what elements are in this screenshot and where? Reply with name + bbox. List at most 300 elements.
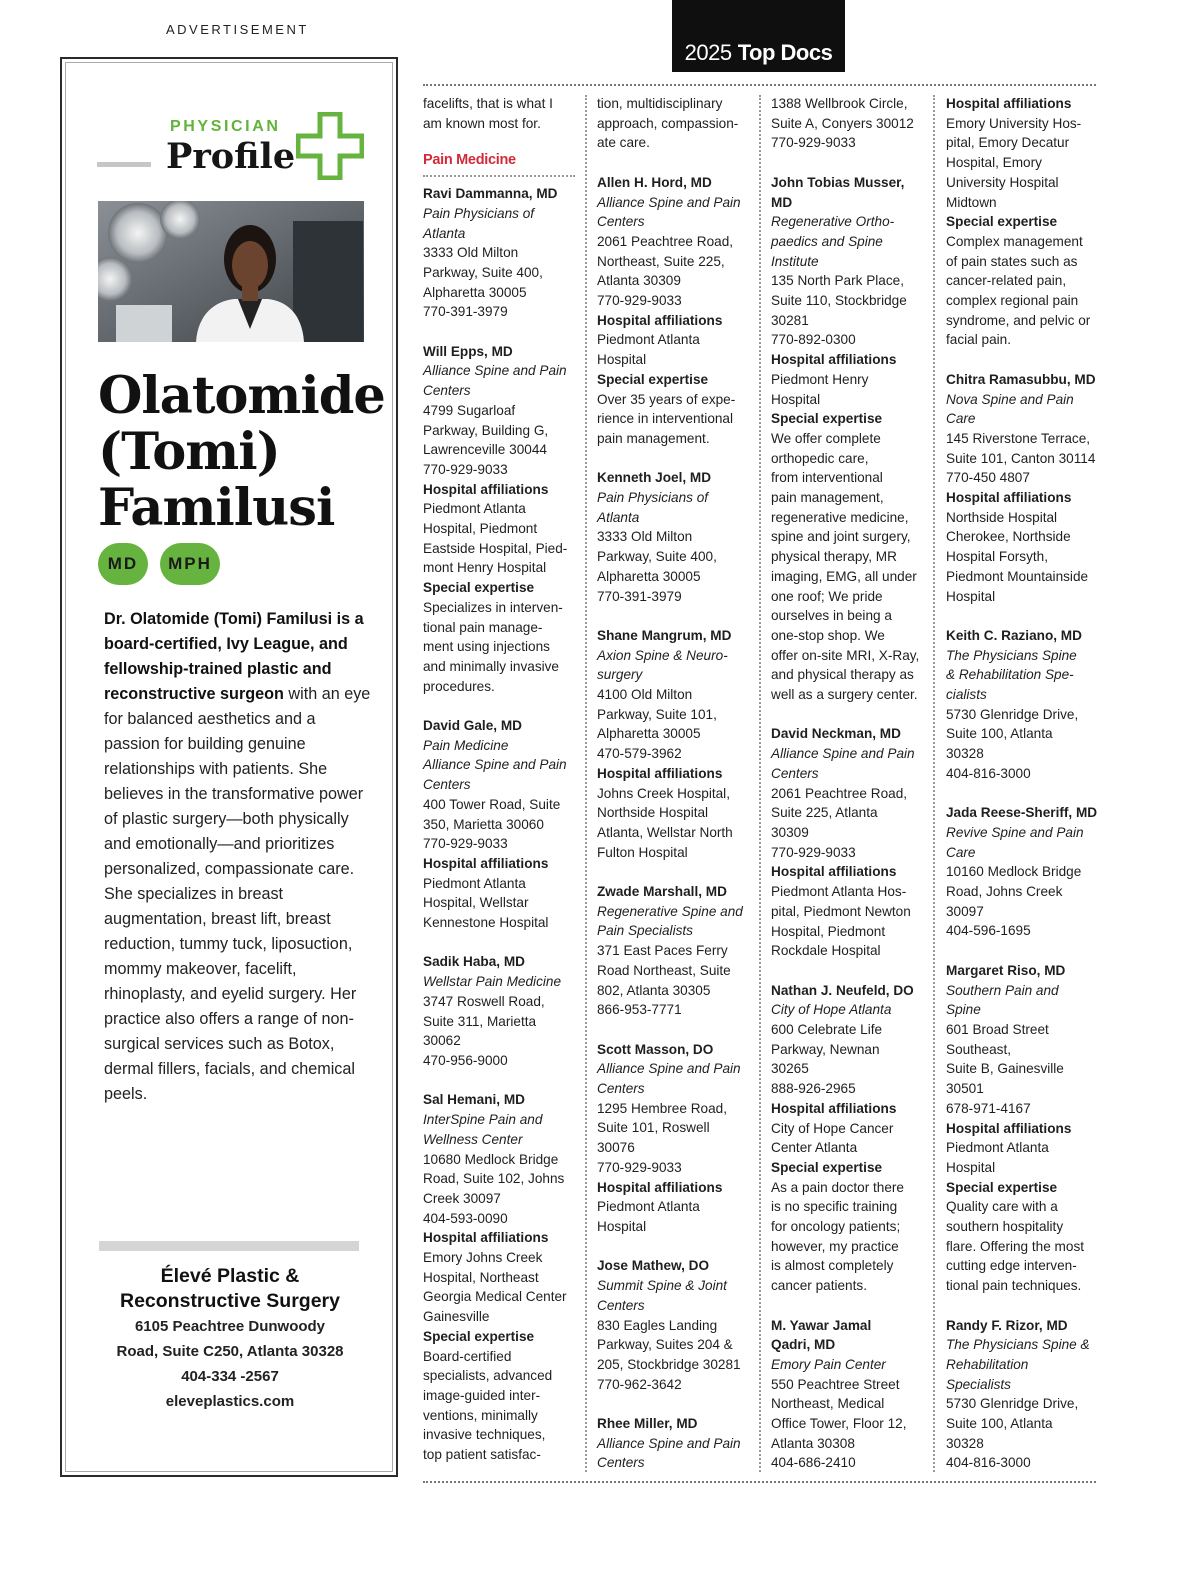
practice-phone: 404-334 -2567: [181, 1368, 279, 1385]
entry-text: 10680 Medlock Bridge: [423, 1151, 559, 1167]
practice-name: cialists: [946, 687, 987, 703]
entry-text: ment using injections: [423, 639, 550, 655]
practice-name-line: Reconstructive Surgery: [120, 1290, 340, 1312]
entry-text: 404-593-0090: [423, 1210, 508, 1226]
directory-column-3: [771, 94, 931, 1473]
practice-name: Regenerative Spine and: [597, 903, 743, 919]
field-label: Special expertise: [946, 1179, 1058, 1195]
entry-text: pital, Piedmont Newton: [771, 903, 911, 919]
entry-text: Suite 101, Roswell: [597, 1120, 710, 1136]
entry-text: Board-certified: [423, 1348, 512, 1364]
doctor-name: Randy F. Rizor, MD: [946, 1317, 1068, 1333]
entry-text: Hospital: [771, 391, 821, 407]
entry-spacer: [597, 862, 757, 882]
entry-text: We offer complete: [771, 430, 881, 446]
entry-text: specialists, advanced: [423, 1368, 553, 1384]
doctor-name: MD: [771, 194, 793, 210]
entry-text: 30328: [946, 1435, 984, 1451]
entry-text: tional pain techniques.: [946, 1278, 1082, 1294]
doctor-name: David Neckman, MD: [771, 726, 901, 742]
practice-name: Nova Spine and Pain: [946, 391, 1074, 407]
entry-text: Suite 110, Stockbridge: [771, 293, 907, 309]
entry-text: Hospital, Wellstar: [423, 895, 529, 911]
entry-spacer: [423, 322, 575, 342]
entry-text: Hospital: [597, 352, 647, 368]
entry-spacer: [771, 153, 931, 173]
entry-text: Emory University Hos-: [946, 115, 1082, 131]
field-label: Hospital affiliations: [423, 1230, 549, 1246]
practice-name: Centers: [597, 214, 645, 230]
entry-text: 678-971-4167: [946, 1100, 1031, 1116]
entry-text: image-guided inter-: [423, 1387, 541, 1403]
entry-text: Parkway, Newnan: [771, 1041, 880, 1057]
practice-name: Pain Medicine: [423, 737, 509, 753]
column-divider: [585, 95, 587, 1472]
field-label: Hospital affiliations: [423, 481, 549, 497]
doctor-name: Margaret Riso, MD: [946, 962, 1066, 978]
doctor-name: David Gale, MD: [423, 718, 522, 734]
directory-bottom-rule: [423, 1481, 1096, 1483]
entry-text: 802, Atlanta 30305: [597, 982, 711, 998]
field-label: Special expertise: [423, 580, 535, 596]
doctor-name: Allen H. Hord, MD: [597, 174, 712, 190]
entry-text: Suite 100, Atlanta: [946, 726, 1053, 742]
entry-text: is almost completely: [771, 1258, 894, 1274]
entry-text: Parkway, Suite 400,: [423, 264, 543, 280]
practice-name: Pain Specialists: [597, 923, 693, 939]
bio-services: She specializes in breast augmentation, breast lift, breast reduction, tummy tuck, liposuction, mommy makeover, facelift, rhinoplasty, and eyelid surgery. Her practice also offers a range of non-surgical services such as Botox, dermal fillers, facials, and chemical peels.: [104, 885, 357, 1103]
practice-name: Alliance Spine and Pain: [423, 757, 567, 773]
entry-text: City of Hope Cancer: [771, 1120, 894, 1136]
entry-spacer: [946, 1296, 1106, 1316]
directory-top-rule: [423, 84, 1096, 86]
entry-text: Road, Johns Creek: [946, 884, 1063, 900]
entry-text: Suite 311, Marietta: [423, 1013, 537, 1029]
entry-text: Piedmont Atlanta: [423, 875, 526, 891]
entry-text: 30501: [946, 1081, 984, 1097]
doctor-name: Will Epps, MD: [423, 343, 513, 359]
entry-text: Office Tower, Floor 12,: [771, 1416, 907, 1432]
entry-text: Rockdale Hospital: [771, 943, 881, 959]
entry-text: 600 Celebrate Life: [771, 1022, 883, 1037]
entry-text: Emory Johns Creek: [423, 1250, 543, 1266]
practice-name: Wellness Center: [423, 1131, 523, 1147]
practice-name: Spine: [946, 1002, 981, 1018]
entry-text: Over 35 years of expe-: [597, 391, 736, 407]
entry-text: 30062: [423, 1033, 461, 1049]
entry-text: ventions, minimally: [423, 1407, 538, 1423]
entry-text: 770-892-0300: [771, 332, 856, 348]
entry-text: Suite 225, Atlanta: [771, 805, 878, 821]
entry-spacer: [946, 784, 1106, 804]
entry-text: Northside Hospital: [597, 805, 709, 821]
doctor-name: Chitra Ramasubbu, MD: [946, 371, 1096, 387]
entry-text: pain management.: [597, 430, 710, 446]
entry-text: 770-929-9033: [771, 844, 856, 860]
entry-text: Piedmont Atlanta Hos-: [771, 884, 907, 900]
practice-name-line: Élevé Plastic &: [160, 1265, 300, 1287]
entry-spacer: [946, 350, 1106, 370]
doctor-name: Kenneth Joel, MD: [597, 470, 712, 486]
entry-text: pital, Emory Decatur: [946, 135, 1070, 151]
entry-text: 30265: [771, 1061, 809, 1077]
practice-address-line: Road, Suite C250, Atlanta 30328: [116, 1343, 344, 1360]
entry-text: Georgia Medical Center: [423, 1289, 567, 1305]
practice-name: Institute: [771, 253, 819, 269]
practice-address-line: 6105 Peachtree Dunwoody: [134, 1318, 326, 1335]
entry-text: is no specific training: [771, 1199, 898, 1215]
doctor-name: Zwade Marshall, MD: [597, 884, 727, 900]
entry-text: invasive techniques,: [423, 1427, 546, 1443]
entry-text: Parkway, Suites 204 &: [597, 1337, 733, 1353]
entry-text: Hospital Forsyth,: [946, 549, 1048, 565]
entry-text: Hospital, Piedmont: [771, 923, 886, 939]
practice-name: Emory Pain Center: [771, 1356, 886, 1372]
field-label: Hospital affiliations: [946, 96, 1072, 111]
entry-text: spine and joint surgery,: [771, 529, 911, 545]
entry-text: Northeast, Medical: [771, 1396, 885, 1412]
practice-name: Specialists: [946, 1376, 1011, 1392]
entry-spacer: [771, 705, 931, 725]
entry-text: of pain states such as: [946, 253, 1078, 269]
profile-kicker: PHYSICIAN: [170, 118, 281, 135]
physician-bio: [104, 607, 374, 1107]
entry-text: 5730 Glenridge Drive,: [946, 1396, 1079, 1412]
entry-text: 830 Eagles Landing: [597, 1317, 718, 1333]
entry-spacer: [423, 1071, 575, 1091]
entry-text: Lawrenceville 30044: [423, 442, 547, 458]
entry-spacer: [423, 696, 575, 716]
physician-name-line: Familusi: [98, 478, 335, 538]
entry-text: Piedmont Atlanta: [946, 1140, 1049, 1156]
entry-text: Complex management: [946, 233, 1083, 249]
practice-name: Centers: [423, 383, 471, 399]
field-label: Hospital affiliations: [597, 765, 723, 781]
entry-text: Suite A, Conyers 30012: [771, 115, 914, 131]
doctor-name: Qadri, MD: [771, 1337, 836, 1353]
entry-text: 371 East Paces Ferry: [597, 943, 728, 959]
entry-text: 404-816-3000: [946, 1455, 1031, 1471]
entry-text: tion, multidisciplinary: [597, 96, 723, 111]
entry-text: 205, Stockbridge 30281: [597, 1356, 741, 1372]
practice-name: Care: [946, 411, 976, 427]
entry-text: Hospital, Piedmont: [423, 521, 538, 537]
field-label: Hospital affiliations: [771, 352, 897, 368]
entry-text: 3747 Roswell Road,: [423, 993, 545, 1009]
entry-text: Creek 30097: [423, 1190, 501, 1206]
practice-name: Pain Physicians of: [423, 205, 535, 221]
entry-text: 601 Broad Street: [946, 1021, 1049, 1037]
credential-badge-md: MD: [98, 543, 148, 585]
doctor-name: Sal Hemani, MD: [423, 1092, 525, 1108]
entry-text: University Hospital: [946, 174, 1059, 190]
practice-name: paedics and Spine: [771, 233, 883, 249]
doctor-name: Shane Mangrum, MD: [597, 627, 732, 643]
entry-text: Parkway, Suite 101,: [597, 706, 717, 722]
entry-text: 770-391-3979: [597, 588, 682, 604]
entry-text: 1295 Hembree Road,: [597, 1100, 727, 1116]
entry-text: Kennestone Hospital: [423, 915, 549, 931]
entry-text: 350, Marietta 30060: [423, 816, 544, 832]
practice-name: Centers: [597, 1081, 645, 1097]
entry-text: 30076: [597, 1140, 635, 1156]
entry-text: 3333 Old Milton: [423, 245, 519, 261]
practice-name: Revive Spine and Pain: [946, 824, 1084, 840]
doctor-name: Sadik Haba, MD: [423, 954, 525, 970]
entry-text: 404-686-2410: [771, 1455, 856, 1471]
doctor-name: Jada Reese-Sheriff, MD: [946, 805, 1098, 821]
entry-text: Piedmont Mountainside: [946, 568, 1089, 584]
entry-text: top patient satisfac-: [423, 1447, 541, 1463]
entry-text: 770-450 4807: [946, 470, 1030, 486]
entry-text: 770-929-9033: [423, 836, 508, 852]
entry-text: 550 Peachtree Street: [771, 1376, 900, 1392]
field-label: Hospital affiliations: [423, 855, 549, 871]
entry-text: 1388 Wellbrook Circle,: [771, 96, 908, 111]
badge-year: 2025: [684, 40, 732, 65]
entry-text: 4100 Old Milton: [597, 687, 693, 703]
entry-text: 470-579-3962: [597, 746, 682, 762]
field-label: Hospital affiliations: [771, 864, 897, 880]
entry-text: 404-596-1695: [946, 923, 1031, 939]
entry-text: 30281: [771, 312, 809, 328]
practice-name: Care: [946, 844, 976, 860]
field-label: Hospital affiliations: [946, 490, 1072, 506]
field-label: Hospital affiliations: [597, 1179, 723, 1195]
entry-text: Northside Hospital: [946, 509, 1058, 525]
practice-name: The Physicians Spine: [946, 647, 1077, 663]
entry-text: syndrome, and pelvic or: [946, 312, 1091, 328]
entry-spacer: [423, 933, 575, 953]
directory-column-4: [946, 94, 1106, 1473]
entry-text: one-stop shop. We: [771, 627, 885, 643]
entry-text: 4799 Sugarloaf: [423, 402, 516, 418]
physician-photo: [98, 201, 364, 342]
practice-name: & Rehabilitation Spe-: [946, 667, 1074, 683]
entry-text: facelifts, that is what I: [423, 96, 553, 111]
entry-text: Center Atlanta: [771, 1140, 858, 1156]
entry-text: imaging, EMG, all under: [771, 568, 917, 584]
entry-text: Road Northeast, Suite: [597, 962, 731, 978]
entry-text: Cherokee, Northside: [946, 529, 1071, 545]
practice-name: Alliance Spine and Pain: [423, 363, 567, 379]
entry-text: Piedmont Henry: [771, 371, 869, 387]
field-label: Hospital affiliations: [597, 312, 723, 328]
practice-name: Centers: [597, 1455, 645, 1471]
entry-text: approach, compassion-: [597, 115, 739, 131]
practice-name: Southern Pain and: [946, 982, 1059, 998]
entry-spacer: [597, 153, 757, 173]
doctor-name: Rhee Miller, MD: [597, 1416, 698, 1431]
entry-text: complex regional pain: [946, 293, 1079, 309]
practice-name: Alliance Spine and Pain: [597, 1435, 741, 1451]
entry-text: facial pain.: [946, 332, 1011, 348]
practice-website[interactable]: eleveplastics.com: [165, 1393, 295, 1410]
entry-text: 2061 Peachtree Road,: [597, 233, 734, 249]
entry-text: am known most for.: [423, 115, 541, 131]
entry-text: As a pain doctor there: [771, 1179, 904, 1195]
entry-spacer: [597, 1394, 757, 1414]
doctor-name: Keith C. Raziano, MD: [946, 627, 1082, 643]
entry-text: Suite B, Gainesville: [946, 1061, 1064, 1077]
entry-text: 470-956-9000: [423, 1053, 508, 1068]
entry-text: Piedmont Atlanta: [597, 332, 700, 348]
physician-name-line: Olatomide: [98, 366, 385, 426]
entry-text: 145 Riverstone Terrace,: [946, 430, 1091, 446]
physician-name: [98, 368, 388, 536]
practice-name: Axion Spine & Neuro-: [597, 647, 728, 663]
entry-text: and physical therapy as: [771, 667, 914, 683]
entry-text: Fulton Hospital: [597, 844, 688, 860]
credential-badges: [98, 543, 220, 585]
entry-text: mont Henry Hospital: [423, 560, 547, 576]
practice-name: Summit Spine & Joint: [597, 1278, 727, 1294]
entry-text: 770-962-3642: [597, 1376, 682, 1392]
field-label: Special expertise: [771, 1159, 883, 1175]
entry-text: Hospital: [597, 1219, 647, 1234]
entry-text: Suite 100, Atlanta: [946, 1416, 1053, 1432]
entry-text: Parkway, Suite 400,: [597, 549, 717, 565]
entry-text: flare. Offering the most: [946, 1238, 1085, 1254]
practice-name: Atlanta: [597, 509, 640, 525]
entry-text: 400 Tower Road, Suite: [423, 796, 561, 812]
physician-name-line: (Tomi): [98, 422, 280, 482]
entry-spacer: [597, 449, 757, 469]
practice-name: Regenerative Ortho-: [771, 214, 895, 230]
practice-name: City of Hope Atlanta: [771, 1002, 892, 1018]
entry-text: 30328: [946, 746, 984, 762]
entry-spacer: [946, 606, 1106, 626]
entry-text: one roof; We pride: [771, 588, 883, 604]
entry-text: Road, Suite 102, Johns: [423, 1171, 565, 1187]
entry-text: Atlanta 30309: [597, 273, 681, 289]
entry-text: 888-926-2965: [771, 1081, 856, 1097]
bio-text: with an eye for balanced aesthetics and a passion for building genuine relationships with patients. She believes in the transformative power of plastic surgery—both physically and emotionally—and prioritizes personalized, compassionate care.: [104, 685, 371, 878]
practice-name: Centers: [597, 1297, 645, 1313]
entry-text: 770-929-9033: [597, 1159, 682, 1175]
entry-text: procedures.: [423, 678, 495, 694]
entry-spacer: [597, 1237, 757, 1257]
practice-name: Alliance Spine and Pain: [597, 1061, 741, 1077]
bio-lead: Dr. Olatomide (Tomi) Familusi is a board-certified, Ivy League, and fellowship-trained plastic and reconstructive surgeon: [104, 610, 364, 703]
entry-text: 404-816-3000: [946, 765, 1031, 781]
field-label: Hospital affiliations: [771, 1100, 897, 1116]
doctor-name: John Tobias Musser,: [771, 174, 905, 190]
practice-name: Rehabilitation: [946, 1356, 1029, 1372]
entry-spacer: [771, 961, 931, 981]
column-divider: [759, 95, 761, 1472]
entry-spacer: [597, 1020, 757, 1040]
doctor-name: Jose Mathew, DO: [597, 1258, 710, 1274]
entry-text: 770-929-9033: [771, 135, 856, 151]
entry-text: pain management,: [771, 490, 884, 506]
entry-text: Johns Creek Hospital,: [597, 785, 730, 801]
entry-spacer: [597, 606, 757, 626]
entry-spacer: [771, 1296, 931, 1316]
practice-name: Wellstar Pain Medicine: [423, 974, 562, 990]
entry-text: 135 North Park Place,: [771, 273, 904, 289]
entry-text: 2061 Peachtree Road,: [771, 785, 908, 801]
practice-name: The Physicians Spine &: [946, 1337, 1090, 1353]
entry-text: Hospital: [946, 1159, 996, 1175]
entry-spacer: [946, 941, 1106, 961]
doctor-name: Scott Masson, DO: [597, 1041, 714, 1057]
entry-text: from interventional: [771, 470, 883, 486]
practice-name: Centers: [423, 777, 471, 793]
entry-text: cutting edge interven-: [946, 1258, 1077, 1274]
entry-text: 30097: [946, 903, 984, 919]
entry-text: Gainesville: [423, 1309, 490, 1325]
practice-name: InterSpine Pain and: [423, 1112, 543, 1128]
entry-text: rience in interventional: [597, 411, 734, 427]
entry-text: 5730 Glenridge Drive,: [946, 706, 1079, 722]
entry-text: orthopedic care,: [771, 450, 869, 466]
top-docs-badge: [672, 0, 845, 72]
entry-text: physical therapy, MR: [771, 549, 897, 565]
practice-name: Pain Physicians of: [597, 490, 709, 506]
entry-text: and minimally invasive: [423, 658, 559, 674]
entry-text: tional pain manage-: [423, 619, 543, 635]
directory-column-1: [423, 94, 575, 1465]
practice-name: Alliance Spine and Pain: [771, 746, 915, 762]
entry-text: regenerative medicine,: [771, 509, 909, 525]
entry-text: Suite 101, Canton 30114: [946, 450, 1096, 466]
entry-text: Midtown: [946, 194, 997, 210]
entry-text: Southeast,: [946, 1041, 1011, 1057]
entry-text: Eastside Hospital, Pied-: [423, 540, 568, 556]
entry-text: Piedmont Atlanta: [423, 501, 526, 517]
entry-text: 770-391-3979: [423, 304, 508, 320]
practice-name: surgery: [597, 667, 643, 683]
entry-text: 770-929-9033: [597, 293, 682, 309]
field-label: Special expertise: [946, 214, 1058, 230]
entry-text: however, my practice: [771, 1238, 899, 1254]
field-label: Special expertise: [597, 371, 709, 387]
practice-info: [80, 1264, 380, 1414]
practice-name: Centers: [771, 765, 819, 781]
entry-text: Piedmont Atlanta: [597, 1199, 700, 1215]
entry-text: Hospital: [946, 588, 996, 604]
entry-text: cancer-related pain,: [946, 273, 1067, 289]
entry-text: Specializes in interven-: [423, 599, 563, 615]
entry-text: 30309: [771, 824, 809, 840]
entry-text: well as a surgery center.: [771, 687, 918, 703]
entry-text: Hospital, Northeast: [423, 1269, 539, 1285]
entry-text: ate care.: [597, 135, 650, 151]
medical-cross-icon: [296, 112, 364, 180]
entry-text: cancer patients.: [771, 1278, 867, 1294]
heading-rule: [97, 162, 151, 167]
entry-text: Alpharetta 30005: [597, 568, 701, 584]
entry-text: Northeast, Suite 225,: [597, 253, 725, 269]
badge-title: Top Docs: [737, 40, 833, 65]
entry-text: Atlanta 30308: [771, 1435, 855, 1451]
field-label: Special expertise: [771, 411, 883, 427]
practice-name: Alliance Spine and Pain: [597, 194, 741, 210]
advertisement-label: ADVERTISEMENT: [166, 22, 309, 37]
doctor-name: M. Yawar Jamal: [771, 1317, 872, 1333]
entry-text: for oncology patients;: [771, 1219, 901, 1235]
entry-text: southern hospitality: [946, 1219, 1064, 1235]
section-heading-pain-medicine: Pain Medicine: [423, 145, 575, 177]
entry-text: Alpharetta 30005: [597, 726, 701, 742]
practice-name: Atlanta: [423, 225, 466, 241]
profile-heading: Profile: [166, 136, 296, 177]
entry-text: 10160 Medlock Bridge: [946, 864, 1082, 880]
entry-text: Atlanta, Wellstar North: [597, 824, 733, 840]
column-divider: [933, 95, 935, 1472]
entry-text: Hospital, Emory: [946, 155, 1042, 171]
